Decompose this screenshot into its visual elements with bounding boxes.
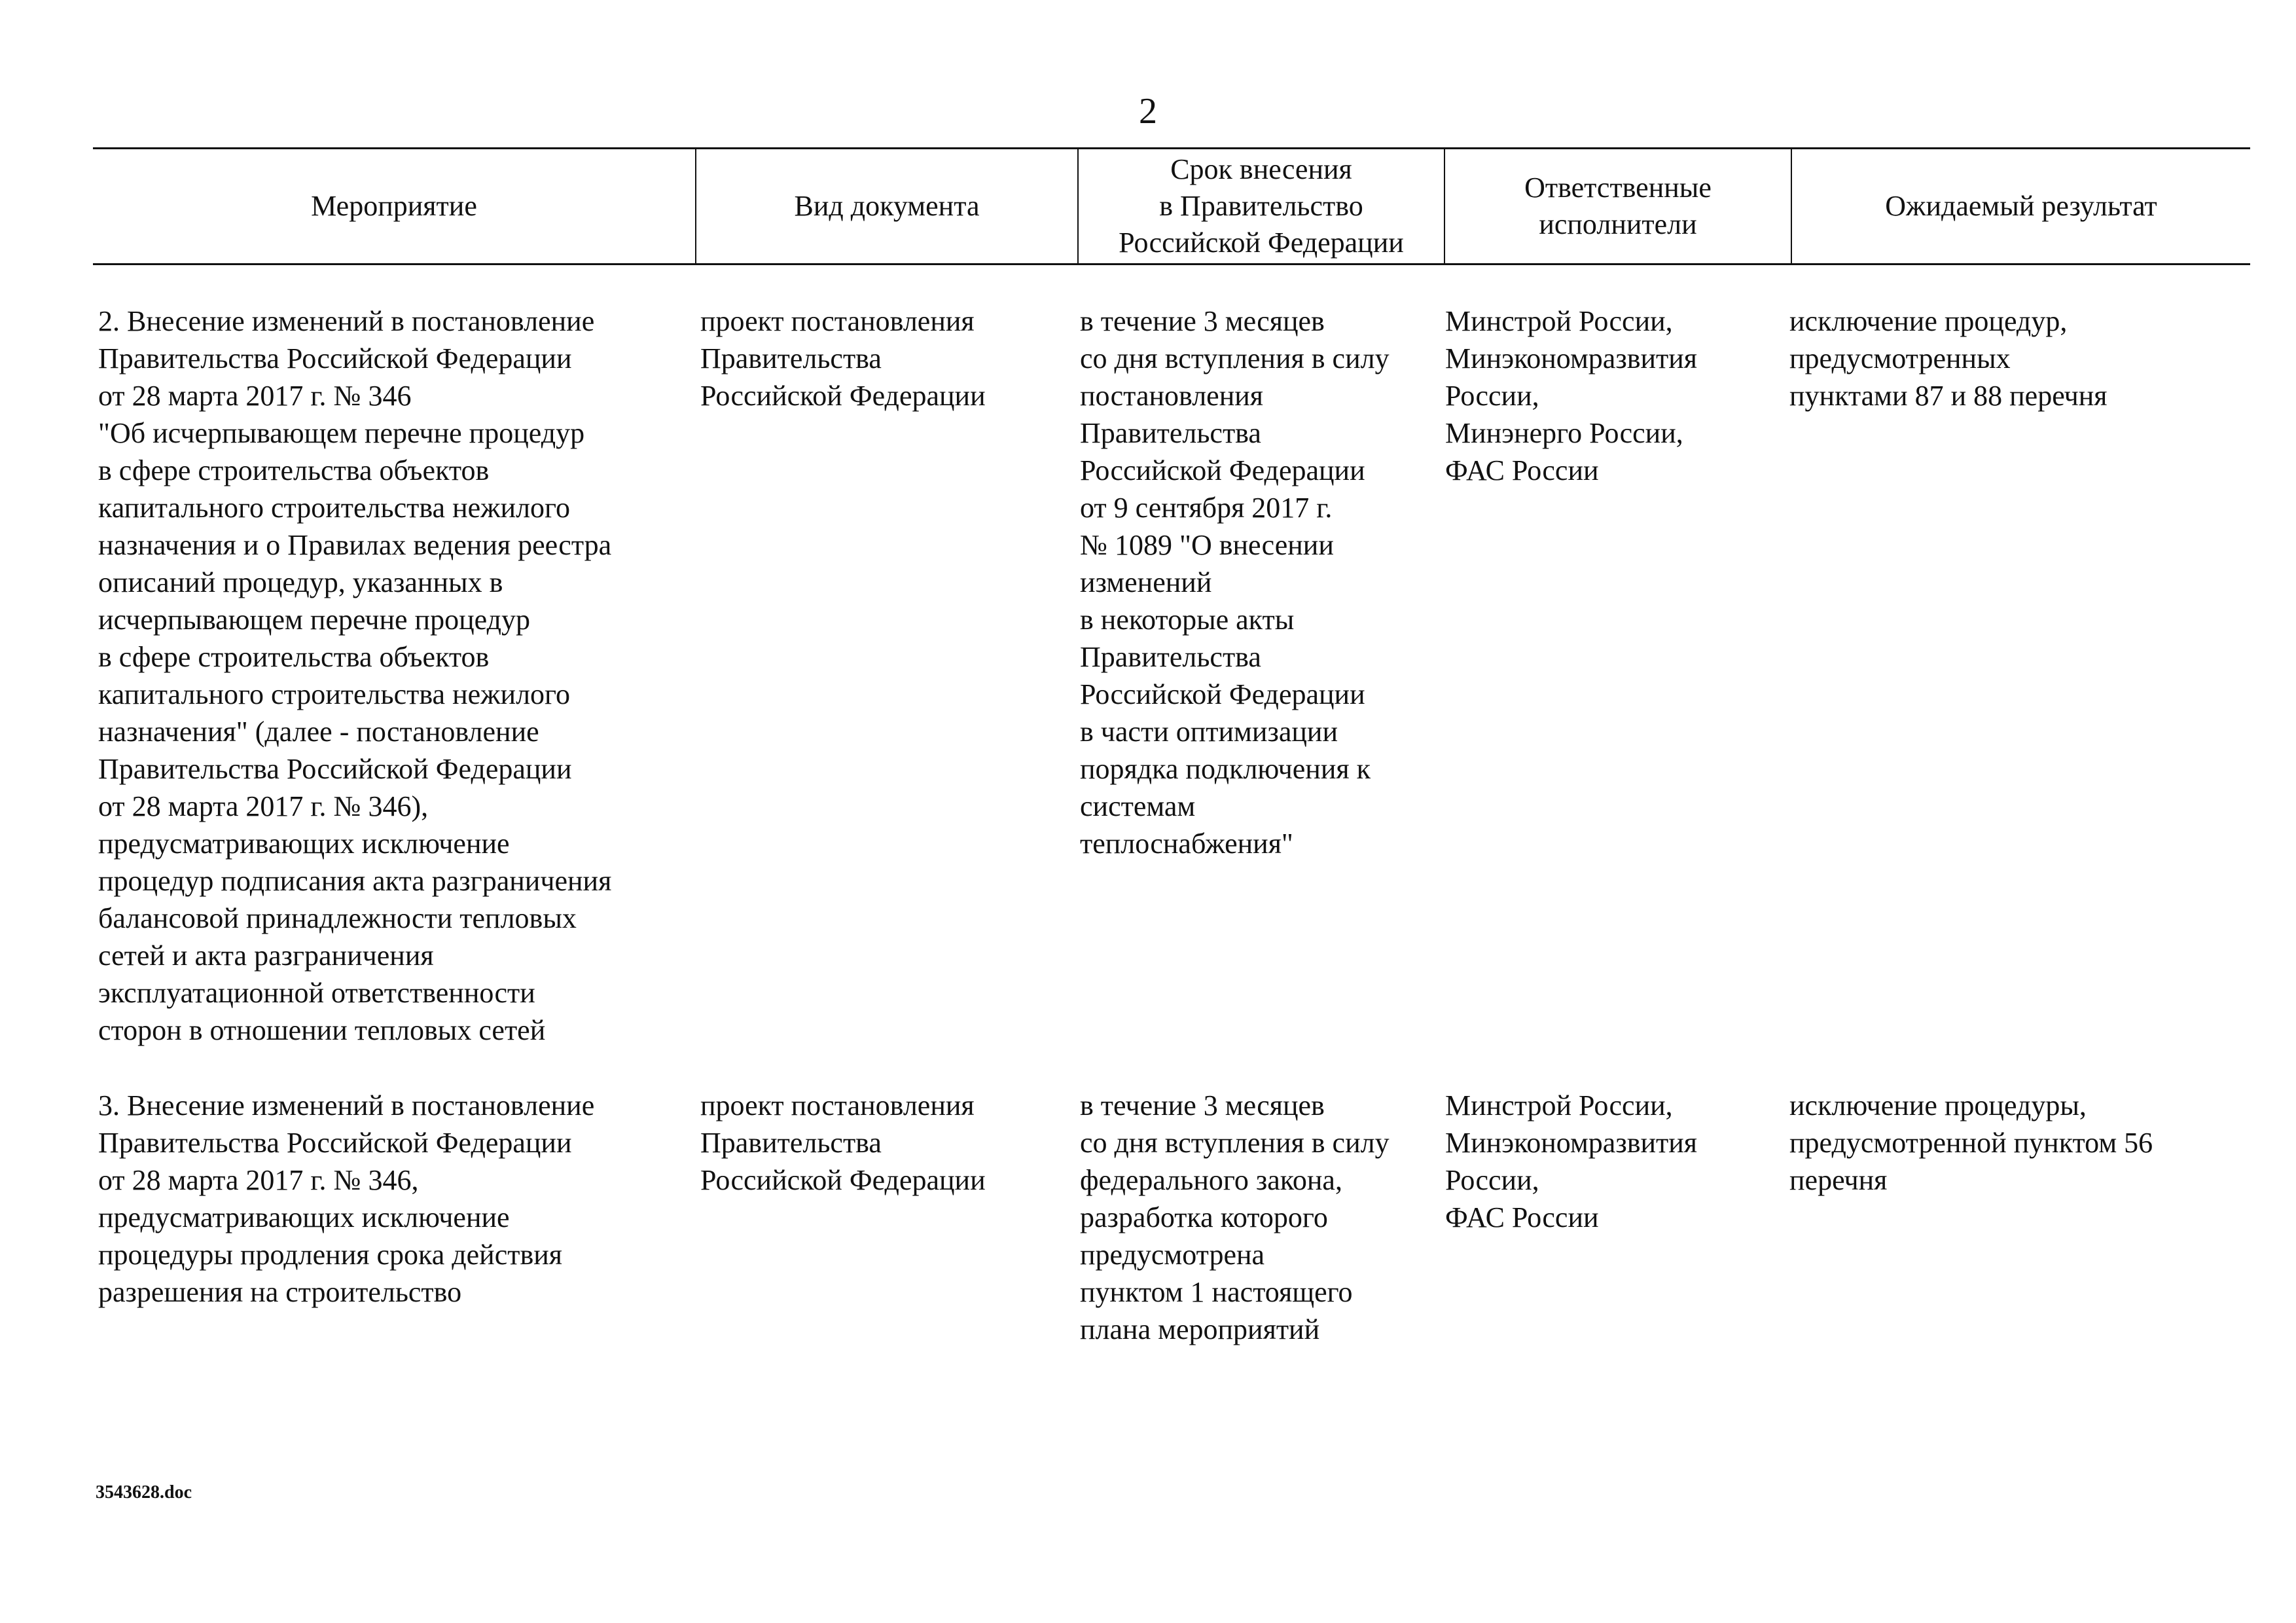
table-top-rule — [93, 147, 2250, 149]
header-event: Мероприятие — [311, 190, 477, 222]
header-responsible: Ответственные исполнители — [1524, 172, 1712, 240]
row-result-cell: исключение процедуры, предусмотренной пунктом 56 перечня — [1789, 1089, 2153, 1196]
header-document-type: Вид документа — [794, 190, 980, 222]
row-event-cell: 2. Внесение изменений в постановление Правительства Российской Федерации от 28 марта 2017 г. № 346 "Об исчерпывающем перечне процедур в сфере строительства объектов капитального строительства нежилого назначения и о Правилах ведения реестра описаний процедур, указанных в исчерпывающем перечне процедур в сфере строительства объектов капитального строительства нежилого назначения" (далее - постановление Правительства Российской Федерации от 28 марта 2017 г. № 346), предусматривающих исключение процедур подписания акта разграничения балансовой принадлежности тепловых сетей и акта разграничения эксплуатационной ответственности сторон в отношении тепловых сетей — [98, 305, 612, 1046]
row-event-cell: 3. Внесение изменений в постановление Правительства Российской Федерации от 28 марта 2017 г. № 346, предусматривающих исключение процедуры продления срока действия разрешения на строительство — [98, 1089, 595, 1308]
row-responsible-cell: Минстрой России, Минэкономразвития России, Минэнерго России, ФАС России — [1445, 305, 1698, 486]
table-header-bottom-rule — [93, 263, 2250, 265]
row-deadline-cell: в течение 3 месяцев со дня вступления в силу федерального закона, разработка которого предусмотрена пунктом 1 настоящего плана мероприятий — [1080, 1089, 1390, 1345]
row-result-cell: исключение процедур, предусмотренных пунктами 87 и 88 перечня — [1789, 305, 2108, 412]
document-file-code: 3543628.doc — [96, 1482, 192, 1503]
row-responsible-cell: Минстрой России, Минэкономразвития России, ФАС России — [1445, 1089, 1698, 1233]
row-document-type-cell: проект постановления Правительства Российской Федерации — [700, 305, 986, 412]
row-document-type-cell: проект постановления Правительства Российской Федерации — [700, 1089, 986, 1196]
header-deadline: Срок внесения в Правительство Российской Федерации — [1119, 153, 1404, 259]
header-expected-result: Ожидаемый результат — [1885, 190, 2157, 222]
page-number: 2 — [1139, 91, 1157, 132]
row-deadline-cell: в течение 3 месяцев со дня вступления в силу постановления Правительства Российской Федерации от 9 сентября 2017 г. № 1089 "О внесении изменений в некоторые акты Правительства Российской Федерации в части оптимизации порядка подключения к системам теплоснабжения" — [1080, 305, 1390, 860]
